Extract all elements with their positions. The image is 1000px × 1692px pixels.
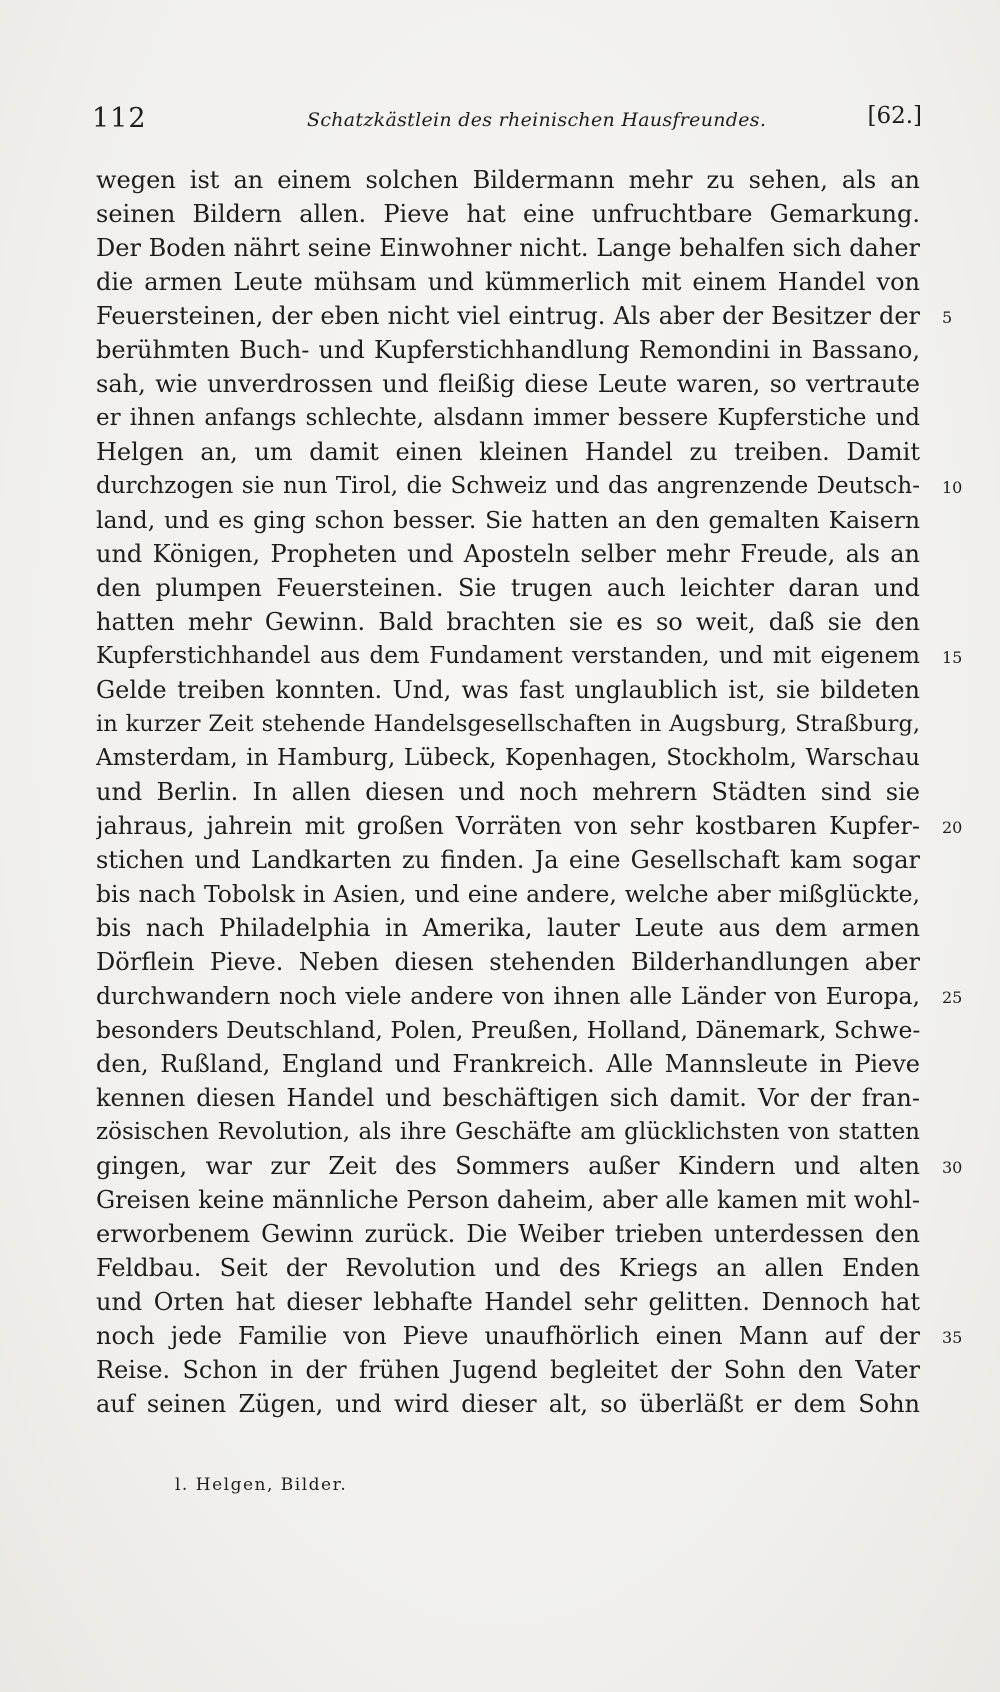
page-number: 112 xyxy=(92,103,147,134)
text-line xyxy=(96,945,924,979)
line-text: Helgen an, um damit einen kleinen Handel zu treiben. Damit xyxy=(96,438,920,466)
text-line xyxy=(96,1115,924,1149)
text-line xyxy=(96,809,963,843)
line-text: besonders Deutschland, Polen, Preußen, Holland, Dänemark, Schwe- xyxy=(96,1016,920,1044)
line-text: auf seinen Zügen, und wird dieser alt, so überläßt er dem Sohn xyxy=(96,1390,920,1418)
text-line xyxy=(96,503,924,537)
line-text: den plumpen Feuersteinen. Sie trugen auch leichter daran und xyxy=(96,574,920,602)
line-text: die armen Leute mühsam und kümmerlich mit einem Handel von xyxy=(96,268,920,296)
line-text: Reise. Schon in der frühen Jugend begleitet der Sohn den Vater xyxy=(96,1356,920,1384)
line-text: sah, wie unverdrossen und fleißig diese Leute waren, so vertraute xyxy=(96,370,920,398)
line-text: Amsterdam, in Hamburg, Lübeck, Kopenhagen, Stockholm, Warschau xyxy=(96,745,920,771)
text-line xyxy=(96,877,924,911)
line-text: bis nach Philadelphia in Amerika, lauter Leute aus dem armen xyxy=(96,914,920,942)
text-line xyxy=(96,1251,924,1285)
line-text: und Königen, Propheten und Aposteln selber mehr Freude, als an xyxy=(96,540,920,568)
text-line xyxy=(96,1353,924,1387)
line-text: jahraus, jahrein mit großen Vorräten von sehr kostbaren Kupfer- xyxy=(96,812,920,840)
text-line xyxy=(96,197,924,231)
text-line xyxy=(96,469,963,503)
text-line xyxy=(96,401,924,435)
line-text: er ihnen anfangs schlechte, alsdann immer bessere Kupferstiche und xyxy=(96,405,920,431)
text-line xyxy=(96,1387,924,1421)
text-line xyxy=(96,1013,924,1047)
line-number-marker: 5 xyxy=(942,308,953,327)
text-line xyxy=(96,1149,963,1183)
line-text: in kurzer Zeit stehende Handelsgesellschaften in Augsburg, Straßburg, xyxy=(96,711,920,737)
line-number-marker: 35 xyxy=(942,1328,963,1347)
text-line xyxy=(96,605,924,639)
footnote: l. Helgen, Bilder. xyxy=(175,1475,348,1495)
text-line xyxy=(96,1081,924,1115)
text-line xyxy=(96,163,924,197)
line-text: noch jede Familie von Pieve unaufhörlich einen Mann auf der xyxy=(96,1322,920,1350)
line-text: hatten mehr Gewinn. Bald brachten sie es so weit, daß sie den xyxy=(96,608,920,636)
line-text: und Berlin. In allen diesen und noch mehrern Städten sind sie xyxy=(96,778,920,806)
text-line xyxy=(96,673,924,707)
line-text: erworbenem Gewinn zurück. Die Weiber trieben unterdessen den xyxy=(96,1220,920,1248)
text-line xyxy=(96,1047,924,1081)
line-text: Dörflein Pieve. Neben diesen stehenden Bilderhandlungen aber xyxy=(96,948,920,976)
line-text: Der Boden nährt seine Einwohner nicht. Lange behalfen sich daher xyxy=(96,234,920,262)
text-line xyxy=(96,707,924,741)
line-text: Gelde treiben konnten. Und, was fast unglaublich ist, sie bildeten xyxy=(96,676,920,704)
running-title: Schatzkästlein des rheinischen Hausfreundes. xyxy=(307,109,767,131)
text-line xyxy=(96,537,924,571)
line-number-marker: 30 xyxy=(942,1158,963,1177)
text-line xyxy=(96,1319,963,1353)
page-header xyxy=(92,103,922,143)
line-text: gingen, war zur Zeit des Sommers außer Kindern und alten xyxy=(96,1152,920,1180)
line-text: kennen diesen Handel und beschäftigen sich damit. Vor der fran- xyxy=(96,1084,920,1112)
text-line xyxy=(96,435,924,469)
text-line xyxy=(96,333,924,367)
line-text: Greisen keine männliche Person daheim, aber alle kamen mit wohl- xyxy=(96,1186,920,1214)
line-text: land, und es ging schon besser. Sie hatten an den gemalten Kaisern xyxy=(96,506,920,534)
line-text: berühmten Buch- und Kupferstichhandlung Remondini in Bassano, xyxy=(96,336,920,364)
line-text: stichen und Landkarten zu finden. Ja eine Gesellschaft kam sogar xyxy=(96,846,920,874)
line-number-marker: 25 xyxy=(942,988,963,1007)
line-text: Kupferstichhandel aus dem Fundament verstanden, und mit eigenem xyxy=(96,643,920,669)
text-line xyxy=(96,265,924,299)
line-text: Feldbau. Seit der Revolution und des Kriegs an allen Enden xyxy=(96,1254,920,1282)
text-line xyxy=(96,911,924,945)
line-number-marker: 15 xyxy=(942,648,963,667)
text-line xyxy=(96,1217,924,1251)
line-number-marker: 10 xyxy=(942,478,963,497)
line-text: und Orten hat dieser lebhafte Handel sehr gelitten. Dennoch hat xyxy=(96,1288,920,1316)
text-line xyxy=(96,571,924,605)
line-text: Feuersteinen, der eben nicht viel eintrug. Als aber der Besitzer der xyxy=(96,302,920,330)
line-text: wegen ist an einem solchen Bildermann mehr zu sehen, als an xyxy=(96,166,920,194)
text-line xyxy=(96,979,963,1013)
text-line xyxy=(96,299,953,333)
text-line xyxy=(96,1183,924,1217)
line-text: seinen Bildern allen. Pieve hat eine unfruchtbare Gemarkung. xyxy=(96,200,920,228)
line-text: den, Rußland, England und Frankreich. Alle Mannsleute in Pieve xyxy=(96,1050,920,1078)
line-text: durchwandern noch viele andere von ihnen alle Länder von Europa, xyxy=(96,982,920,1010)
section-number: [62.] xyxy=(867,103,922,129)
line-number-marker: 20 xyxy=(942,818,963,837)
line-text: zösischen Revolution, als ihre Geschäfte am glücklichsten von statten xyxy=(96,1119,920,1145)
text-line xyxy=(96,367,924,401)
text-line xyxy=(96,843,924,877)
text-line xyxy=(96,741,924,775)
body-text xyxy=(96,163,963,1421)
text-line xyxy=(96,639,963,673)
line-text: bis nach Tobolsk in Asien, und eine andere, welche aber mißglückte, xyxy=(96,880,920,908)
text-line xyxy=(96,1285,924,1319)
text-line xyxy=(96,775,924,809)
text-line xyxy=(96,231,924,265)
line-text: durchzogen sie nun Tirol, die Schweiz und das angrenzende Deutsch- xyxy=(96,473,920,499)
